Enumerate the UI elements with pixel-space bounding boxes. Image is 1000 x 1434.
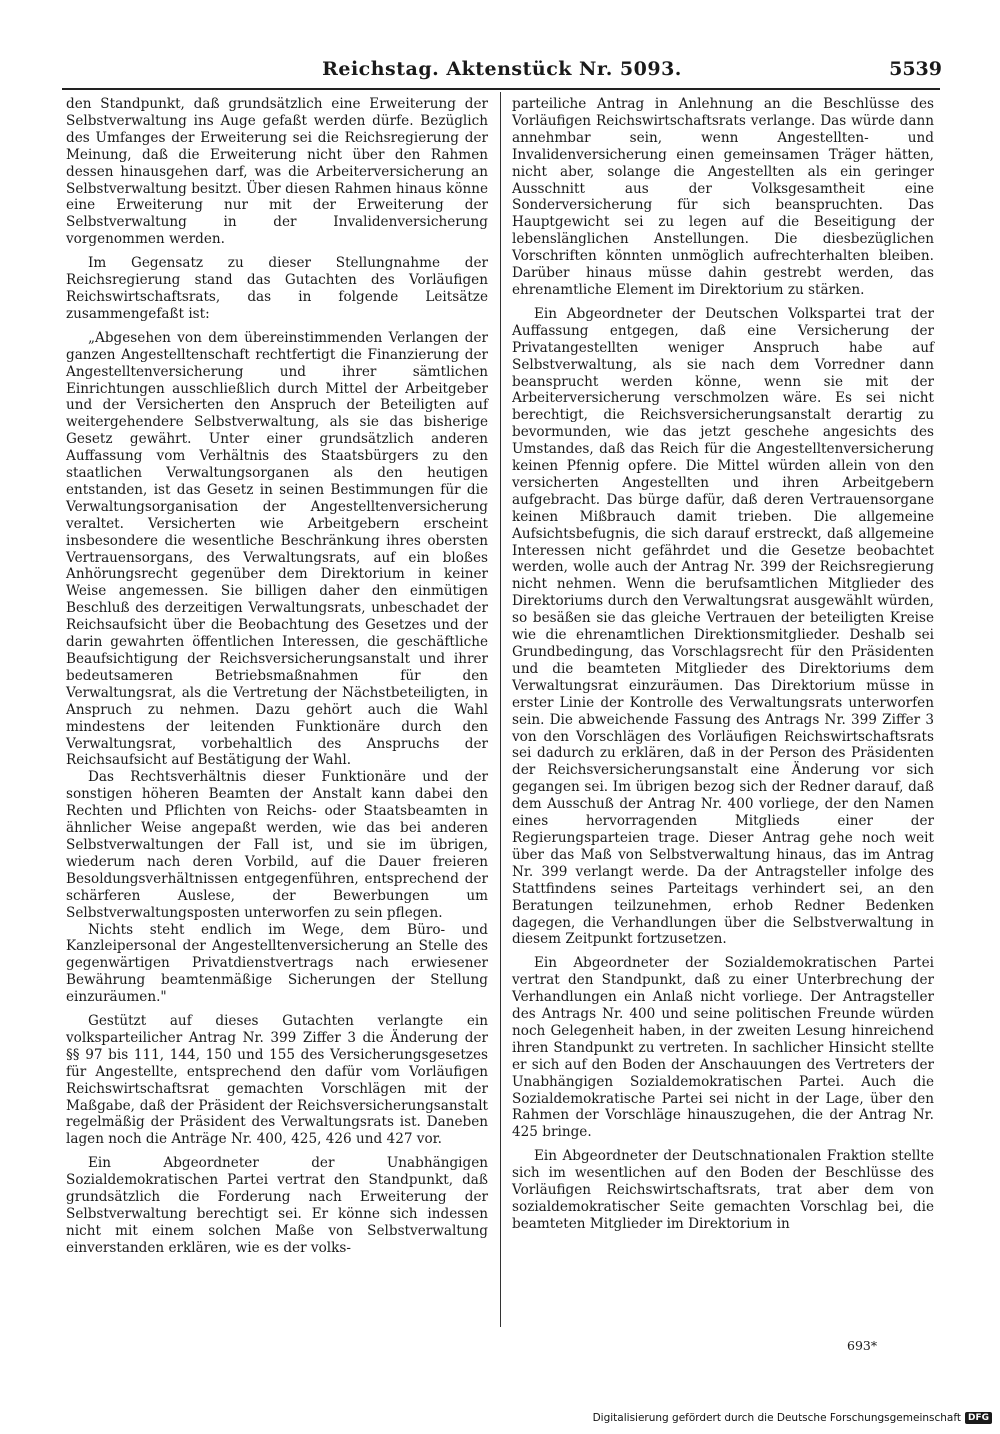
paragraph: Ein Abgeordneter der Unabhängigen Sozialdemokratischen Partei vertrat den Standpunkt, daß grundsätzlich die Forderung nach Erweiterung der Selbstverwaltung berechtigt sei. Er könne sich indessen nicht mit einem solchen Maße von Selbstverwaltung einverstanden erklären, wie es der volks- [66, 1155, 488, 1256]
dfg-logo: DFG [965, 1412, 992, 1424]
running-title: Reichstag. Aktenstück Nr. 5093. [322, 58, 682, 80]
quoted-paragraph: Nichts steht endlich im Wege, dem Büro- und Kanzleipersonal der Angestelltenversicherung an Stelle des gegenwärtigen Privatdienstvertrags nach erwiesener Bewährung beamtenmäßige Sicherungen der Stellung einzuräumen." [66, 921, 488, 1006]
signature-mark: 693* [847, 1338, 878, 1353]
column-divider [500, 92, 501, 1327]
quoted-paragraph: „Abgesehen von dem übereinstimmenden Verlangen der ganzen Angestelltenschaft rechtfertigt die Finanzierung der Angestelltenversicherung und ihrer sämtlichen Einrichtungen ausschließlich durch Mittel der Arbeitgeber und der Versicherten den Anspruch der Beteiligten auf weitergehendere Selbstverwaltung, als sie das bisherige Gesetz gewährt. Unter einer grundsätzlich anderen Auffassung vom Verhältnis des Staatsbürgers zu den staatlichen Verwaltungsorganen als den heutigen entstanden, ist das Gesetz in seinen Bestimmungen für die Verwaltungsorganisation der Angestelltenversicherung veraltet. Versicherten wie Arbeitgebern erscheint insbesondere die wesentliche Beschränkung ihres obersten Vertrauensorgans, des Verwaltungsrats, auf ein bloßes Anhörungsrecht gegenüber dem Direktorium in keiner Weise angemessen. Sie billigen daher den einmütigen Beschluß des derzeitigen Verwaltungsrats, unbeschadet der Reichsaufsicht über die Beobachtung des Gesetzes und der darin gewahrten öffentlichen Interessen, die geschäftliche Beaufsichtigung der Reichsversicherungsanstalt und ihrer bedeutsameren Betriebsmaßnahmen für den Verwaltungsrat, als die Vertretung der Nächstbeteiligten, in Anspruch zu nehmen. Dazu gehört auch die Wahl mindestens der leitenden Funktionäre durch den Verwaltungsrat, vorbehaltlich des Anspruchs der Reichsaufsicht auf Bestätigung der Wahl. [66, 329, 488, 769]
quoted-paragraph: Das Rechtsverhältnis dieser Funktionäre und der sonstigen höheren Beamten der Anstalt kann dabei den Rechten und Pflichten von Reichs- oder Staatsbeamten in ähnlicher Weise angepaßt werden, wie das bei anderen Selbstverwaltungen der Fall ist, und sie im übrigen, wiederum nach deren Vorbild, auf die Dauer freieren Besoldungsverhältnissen entgegenführen, entsprechend der schärferen Auslese, der Bewerbungen um Selbstverwaltungsposten unterworfen zu sein pflegen. [66, 769, 488, 921]
page-number: 5539 [889, 58, 942, 80]
page-header [62, 58, 942, 88]
paragraph: den Standpunkt, daß grundsätzlich eine Erweiterung der Selbstverwaltung ins Auge gefaßt werden dürfe. Bezüglich des Umfanges der Erweiterung sei die Reichsregierung der Meinung, daß die Erweiterung nicht über den Rahmen dessen hinausgehen darf, was die Arbeiterversicherung an Selbstverwaltung besitzt. Über diesen Rahmen hinaus könne eine Erweiterung nur mit der Erweiterung der Selbstverwaltung in der Invalidenversicherung vorgenommen werden. [66, 96, 488, 248]
paragraph: Ein Abgeordneter der Sozialdemokratischen Partei vertrat den Standpunkt, daß zu einer Unterbrechung der Verhandlungen ein Anlaß nicht vorliege. Der Antragsteller des Antrags Nr. 400 und seine politischen Freunde würden noch Gelegenheit haben, in der zweiten Lesung hinreichend ihren Standpunkt zu vertreten. In sachlicher Hinsicht stellte er sich auf den Boden der Anschauungen des Vertreters der Unabhängigen Sozialdemokratischen Partei. Auch die Sozialdemokratische Partei sei nicht in der Lage, über den Rahmen der Vorschläge hinauszugehen, die der Antrag Nr. 425 bringe. [512, 955, 934, 1141]
paragraph: Gestützt auf dieses Gutachten verlangte ein volksparteilicher Antrag Nr. 399 Ziffer 3 die Änderung der §§ 97 bis 111, 144, 150 und 155 des Versicherungsgesetzes für Angestellte, entsprechend den dafür vom Vorläufigen Reichswirtschaftsrat gemachten Vorschlägen mit der Maßgabe, daß der Präsident der Reichsversicherungsanstalt regelmäßig der Präsident des Verwaltungsrats ist. Daneben lagen noch die Anträge Nr. 400, 425, 426 und 427 vor. [66, 1013, 488, 1148]
header-rule [62, 88, 940, 90]
paragraph: parteiliche Antrag in Anlehnung an die Beschlüsse des Vorläufigen Reichswirtschaftsrats verlange. Das würde dann annehmbar sein, wenn Angestellten- und Invalidenversicherung einen gemeinsamen Träger hätten, nicht aber, solange die Angestellten als ein geringer Ausschnitt aus der Volksgesamtheit eine Sonderversicherung für sich beanspruchten. Das Hauptgewicht sei zu legen auf die Beseitigung der lebenslänglichen Anstellungen. Die diesbezüglichen Vorschriften könnten unmöglich aufrechterhalten bleiben. Darüber hinaus müsse dahin gestrebt werden, das ehrenamtliche Element im Direktorium zu stärken. [512, 96, 934, 298]
footer-text: Digitalisierung gefördert durch die Deutsche Forschungsgemeinschaft [592, 1412, 961, 1424]
paragraph: Im Gegensatz zu dieser Stellungnahme der Reichsregierung stand das Gutachten des Vorläufigen Reichswirtschaftsrats, das in folgende Leitsätze zusammengefaßt ist: [66, 255, 488, 322]
paragraph: Ein Abgeordneter der Deutschnationalen Fraktion stellte sich im wesentlichen auf den Boden der Beschlüsse des Vorläufigen Reichswirtschaftsrats, trat aber dem von sozialdemokratischer Seite gemachten Vorschlag bei, die beamteten Mitglieder im Direktorium in [512, 1148, 934, 1232]
right-column [512, 96, 934, 1233]
digitization-footer [593, 1410, 992, 1426]
left-column [66, 96, 488, 1257]
paragraph: Ein Abgeordneter der Deutschen Volkspartei trat der Auffassung entgegen, daß eine Versicherung der Privatangestellten weniger Anspruch habe auf Selbstverwaltung, als sie nach dem Vorredner dann beansprucht werden könne, wenn sie mit der Arbeiterversicherung verschmolzen wäre. Es sei nicht berechtigt, die Reichsversicherungsanstalt derartig zu bevormunden, wie das jetzt geschehe angesichts des Umstandes, daß das Reich für die Angestelltenversicherung keinen Pfennig opfere. Die Mittel würden allein von den versicherten Angestellten und ihren Arbeitgebern aufgebracht. Das bürge dafür, daß deren Vertrauensorgane keinen Mißbrauch damit trieben. Die allgemeine Aufsichtsbefugnis, die sich darauf erstreckt, daß allgemeine Interessen nicht gefährdet und die Gesetze beobachtet werden, wolle auch der Antrag Nr. 399 der Reichsregierung nicht nehmen. Wenn die berufsamtlichen Mitglieder des Direktoriums durch den Verwaltungsrat ausgewählt würden, so besäßen sie das gleiche Vertrauen der beteiligten Kreise wie die ehrenamtlichen Direktionsmitglieder. Deshalb sei Grundbedingung, das Vorschlagsrecht für den Präsidenten und die beamteten Mitglieder des Direktoriums dem Verwaltungsrat einzuräumen. Das Direktorium müsse in erster Linie der Kontrolle des Verwaltungsrats unterworfen sein. Die abweichende Fassung des Antrags Nr. 399 Ziffer 3 von den Vorschlägen des Vorläufigen Reichswirtschaftsrats sei dadurch zu erklären, daß in der Person des Präsidenten der Reichsversicherungsanstalt eine Änderung vor sich gegangen sei. Im übrigen bezog sich der Redner darauf, daß dem Ausschuß der Antrag Nr. 400 vorliege, der den Namen eines hervorragenden Mitglieds einer der Regierungsparteien trage. Dieser Antrag gehe noch weit über das Maß von Selbstverwaltung hinaus, das im Antrag Nr. 399 verlangt werde. Da der Antragsteller infolge des Stattfindens seines Parteitags verhindert sei, an den Beratungen teilzunehmen, erhob Redner Bedenken dagegen, die Verhandlungen über die Selbstverwaltung in diesem Zeitpunkt fortzusetzen. [512, 305, 934, 948]
